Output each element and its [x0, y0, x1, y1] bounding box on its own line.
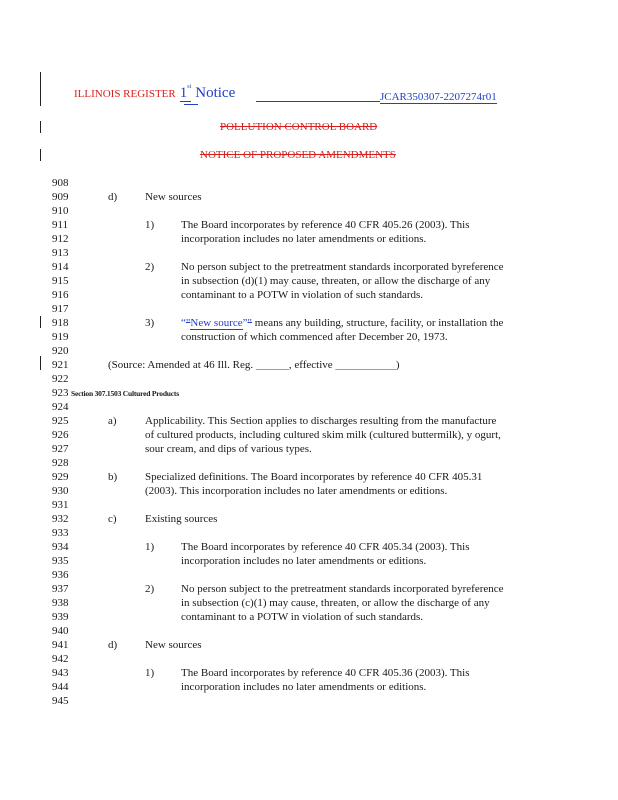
- line-number: 926: [52, 429, 69, 441]
- source-note: [108, 358, 400, 372]
- line-number: 928: [52, 457, 69, 469]
- subsection-label: d): [108, 191, 118, 203]
- change-bar: [40, 121, 41, 133]
- struck-quote: ": [247, 317, 253, 329]
- line-number: 937: [52, 583, 69, 595]
- body-text: No person subject to the pretreatment standards incorporated byreference: [181, 261, 504, 273]
- body-text: incorporation includes no later amendments or editions.: [181, 681, 427, 693]
- body-text: No person subject to the pretreatment standards incorporated byreference: [181, 583, 504, 595]
- notice-title: NOTICE OF PROPOSED AMENDMENTS: [200, 149, 396, 161]
- line-number: 911: [52, 219, 69, 231]
- line-number: 940: [52, 625, 69, 637]
- issue-suffix: st: [187, 84, 192, 90]
- line-number: 927: [52, 443, 69, 455]
- issue-double-underline: [184, 104, 198, 105]
- register-blank: ______: [255, 359, 289, 371]
- new-source-definition: [181, 316, 503, 330]
- line-number: 944: [52, 681, 69, 693]
- line-number: 924: [52, 401, 69, 413]
- line-number: 931: [52, 499, 69, 511]
- change-bar: [40, 316, 41, 328]
- underline-run: [256, 101, 380, 102]
- struck-quote: ": [185, 317, 191, 329]
- change-bar: [40, 72, 41, 106]
- body-text: (2003). This incorporation includes no later amendments or editions.: [145, 485, 448, 497]
- board-title: POLLUTION CONTROL BOARD: [220, 121, 378, 133]
- item-label: 2): [145, 261, 155, 273]
- line-number: 932: [52, 513, 69, 525]
- register-code: [380, 87, 497, 105]
- line-number: 941: [52, 639, 69, 651]
- line-number: 945: [52, 695, 69, 707]
- effective-blank: ___________: [335, 359, 396, 371]
- body-text: incorporation includes no later amendments or editions.: [181, 555, 427, 567]
- line-number: 917: [52, 303, 69, 315]
- body-text: The Board incorporates by reference 40 CFR 405.34 (2003). This: [181, 541, 470, 553]
- subsection-label: a): [108, 415, 117, 427]
- body-text: sour cream, and dips of various types.: [145, 443, 312, 455]
- subsection-label: c): [108, 513, 117, 525]
- line-number: 916: [52, 289, 69, 301]
- subsection-label: b): [108, 471, 118, 483]
- line-number: 920: [52, 345, 69, 357]
- item-label: 3): [145, 317, 155, 329]
- change-bar: [40, 356, 41, 370]
- item-label: 2): [145, 583, 155, 595]
- body-text: in subsection (c)(1) may cause, threaten, or allow the discharge of any: [181, 597, 490, 609]
- close-paren: ): [395, 359, 400, 371]
- section-heading: Section 307.1503 Cultured Products: [71, 389, 179, 398]
- open-quote: “: [181, 317, 186, 329]
- line-number: 930: [52, 485, 69, 497]
- jcar-code: JCAR350307-2207274r01: [380, 91, 497, 103]
- subsection-label: d): [108, 639, 118, 651]
- body-text: contaminant to a POTW in violation of such standards.: [181, 611, 424, 623]
- body-text: contaminant to a POTW in violation of such standards.: [181, 289, 424, 301]
- line-number: 923: [52, 387, 69, 399]
- issue-number: [180, 85, 192, 102]
- line-number: 942: [52, 653, 69, 665]
- definition-text: construction of which commenced after December 20, 1973.: [181, 331, 448, 343]
- line-number: 936: [52, 569, 69, 581]
- item-label: 1): [145, 541, 155, 553]
- register-title: ILLINOIS REGISTER: [74, 88, 176, 100]
- body-text: Specialized definitions. The Board incorporates by reference 40 CFR 405.31: [145, 471, 483, 483]
- line-number: 933: [52, 527, 69, 539]
- line-number: 908: [52, 177, 69, 189]
- body-text: New sources: [145, 639, 202, 651]
- definition-text: means any building, structure, facility, or installation the: [252, 317, 504, 329]
- body-text: Applicability. This Section applies to discharges resulting from the manufacture: [145, 415, 497, 427]
- issue-num: 1: [179, 85, 188, 101]
- body-text: of cultured products, including cultured skim milk (cultured buttermilk), y ogurt,: [145, 429, 501, 441]
- close-quote: ”: [242, 317, 248, 329]
- body-text: Existing sources: [145, 513, 218, 525]
- line-number: 915: [52, 275, 69, 287]
- register-header: [74, 84, 235, 102]
- body-text: New sources: [145, 191, 202, 203]
- body-text: The Board incorporates by reference 40 CFR 405.36 (2003). This: [181, 667, 470, 679]
- body-text: The Board incorporates by reference 40 CFR 405.26 (2003). This: [181, 219, 470, 231]
- line-number: 922: [52, 373, 69, 385]
- line-number: 934: [52, 541, 69, 553]
- line-number: 909: [52, 191, 69, 203]
- body-text: incorporation includes no later amendments or editions.: [181, 233, 427, 245]
- line-number: 929: [52, 471, 69, 483]
- line-number: 912: [52, 233, 69, 245]
- body-text: in subsection (d)(1) may cause, threaten, or allow the discharge of any: [181, 275, 491, 287]
- line-number: 939: [52, 611, 69, 623]
- change-bar: [40, 149, 41, 161]
- notice-label: Notice: [195, 85, 236, 101]
- line-number: 910: [52, 205, 69, 217]
- source-text: (Source: Amended at 46 Ill. Reg.: [108, 359, 256, 371]
- line-number: 938: [52, 597, 69, 609]
- line-number: 921: [52, 359, 69, 371]
- line-number: 914: [52, 261, 69, 273]
- line-number: 913: [52, 247, 69, 259]
- line-number: 935: [52, 555, 69, 567]
- item-label: 1): [145, 219, 155, 231]
- line-number: 918: [52, 317, 69, 329]
- effective-text: , effective: [288, 359, 336, 371]
- line-number: 919: [52, 331, 69, 343]
- item-label: 1): [145, 667, 155, 679]
- defined-term: New source: [190, 317, 243, 329]
- line-number: 943: [52, 667, 69, 679]
- line-number: 925: [52, 415, 69, 427]
